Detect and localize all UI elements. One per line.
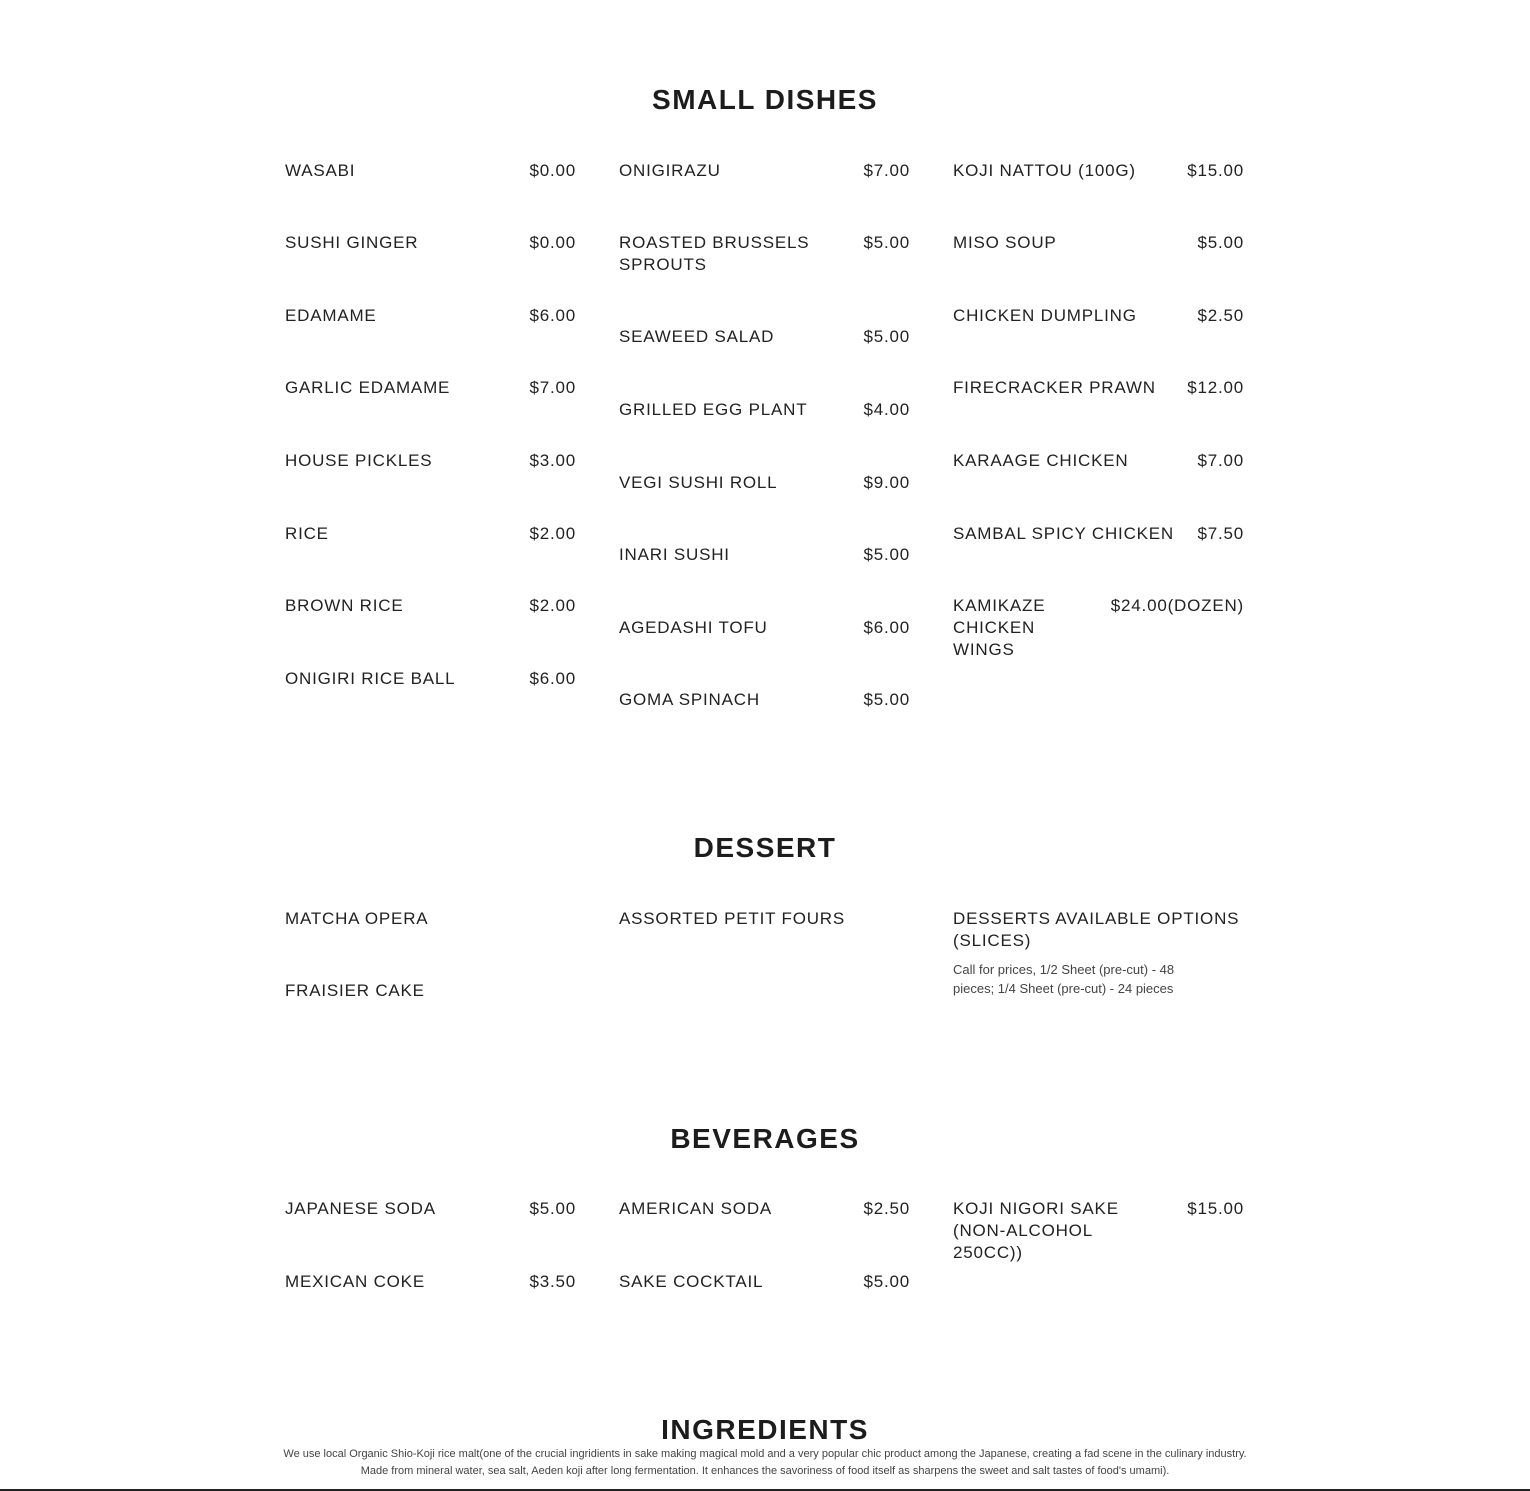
item-name: JAPANESE SODA bbox=[285, 1199, 436, 1218]
section-title-small-dishes: SMALL DISHES bbox=[652, 84, 878, 115]
item-name: ONIGIRI RICE BALL bbox=[285, 669, 456, 688]
item-description: Call for prices, 1/2 Sheet (pre-cut) - 48 pieces; 1/4 Sheet (pre-cut) - 24 pieces bbox=[953, 962, 1175, 996]
item-price: $5.00 bbox=[863, 690, 910, 709]
item-name: KARAAGE CHICKEN bbox=[953, 451, 1129, 470]
item-price: $9.00 bbox=[863, 473, 910, 492]
item-price: $3.50 bbox=[529, 1272, 576, 1291]
item-name: ASSORTED PETIT FOURS bbox=[619, 909, 846, 928]
item-name: BROWN RICE bbox=[285, 596, 404, 615]
item-name: MISO SOUP bbox=[953, 233, 1057, 252]
item-name: VEGI SUSHI ROLL bbox=[619, 473, 778, 492]
item-name: SAMBAL SPICY CHICKEN bbox=[953, 524, 1175, 543]
item-price: $0.00 bbox=[529, 161, 576, 180]
item-price: $4.00 bbox=[863, 400, 910, 419]
item-price: $5.00 bbox=[863, 327, 910, 346]
item-name: AGEDASHI TOFU bbox=[619, 618, 768, 637]
item-price: $5.00 bbox=[1197, 233, 1244, 252]
item-name: GOMA SPINACH bbox=[619, 690, 760, 709]
item-name: MEXICAN COKE bbox=[285, 1272, 425, 1291]
section-title-dessert: DESSERT bbox=[693, 832, 837, 863]
item-name: INARI SUSHI bbox=[619, 545, 730, 564]
item-name: DESSERTS AVAILABLE OPTIONS (SLICES) bbox=[953, 909, 1240, 950]
item-name: KAMIKAZE CHICKEN WINGS bbox=[953, 596, 1046, 659]
item-price: $5.00 bbox=[863, 1272, 910, 1291]
item-name: HOUSE PICKLES bbox=[285, 451, 433, 470]
item-name: ROASTED BRUSSELS SPROUTS bbox=[619, 233, 810, 274]
item-price: $7.00 bbox=[529, 378, 576, 397]
item-name: SEAWEED SALAD bbox=[619, 327, 775, 346]
item-price: $15.00 bbox=[1187, 1199, 1244, 1218]
item-price: $5.00 bbox=[863, 545, 910, 564]
section-title-beverages: BEVERAGES bbox=[670, 1123, 860, 1154]
item-name: EDAMAME bbox=[285, 306, 377, 325]
section-title-ingredients: INGREDIENTS bbox=[661, 1414, 869, 1445]
item-price: $6.00 bbox=[863, 618, 910, 637]
item-name: WASABI bbox=[285, 161, 356, 180]
item-name: ONIGIRAZU bbox=[619, 161, 721, 180]
item-name: KOJI NIGORI SAKE (NON-ALCOHOL 250CC)) bbox=[953, 1199, 1119, 1262]
item-name: KOJI NATTOU (100G) bbox=[953, 161, 1136, 180]
item-price: $3.00 bbox=[529, 451, 576, 470]
item-price: $6.00 bbox=[529, 306, 576, 325]
item-price: $7.00 bbox=[863, 161, 910, 180]
ingredients-description: We use local Organic Shio-Koji rice malt(one of the crucial ingridients in sake making magical mold and a very popular chic product among the Japanese, creating a fad scene in the culinary industry. Made from mineral water, sea salt, Aeden koji after long fermentation. It enhances the savoriness of food itself as sharpens the sweet and salt tastes of food's umami). bbox=[283, 1448, 1247, 1477]
item-name: RICE bbox=[285, 524, 329, 543]
item-price: $6.00 bbox=[529, 669, 576, 688]
item-name: MATCHA OPERA bbox=[285, 909, 429, 928]
item-price: $2.50 bbox=[863, 1199, 910, 1218]
item-name: AMERICAN SODA bbox=[619, 1199, 773, 1218]
item-price: $2.00 bbox=[529, 524, 576, 543]
item-price: $12.00 bbox=[1187, 378, 1244, 397]
item-price: $0.00 bbox=[529, 233, 576, 252]
item-name: CHICKEN DUMPLING bbox=[953, 306, 1137, 325]
item-price: $7.00 bbox=[1197, 451, 1244, 470]
item-name: GRILLED EGG PLANT bbox=[619, 400, 808, 419]
item-price: $15.00 bbox=[1187, 161, 1244, 180]
item-price: $7.50 bbox=[1197, 524, 1244, 543]
item-price: $5.00 bbox=[529, 1199, 576, 1218]
item-price: $2.50 bbox=[1197, 306, 1244, 325]
item-price: $24.00(DOZEN) bbox=[1110, 596, 1244, 615]
item-name: SUSHI GINGER bbox=[285, 233, 419, 252]
item-name: SAKE COCKTAIL bbox=[619, 1272, 764, 1291]
item-price: $5.00 bbox=[863, 233, 910, 252]
item-name: FIRECRACKER PRAWN bbox=[953, 378, 1156, 397]
item-price: $2.00 bbox=[529, 596, 576, 615]
item-name: FRAISIER CAKE bbox=[285, 981, 425, 1000]
item-name: GARLIC EDAMAME bbox=[285, 378, 451, 397]
